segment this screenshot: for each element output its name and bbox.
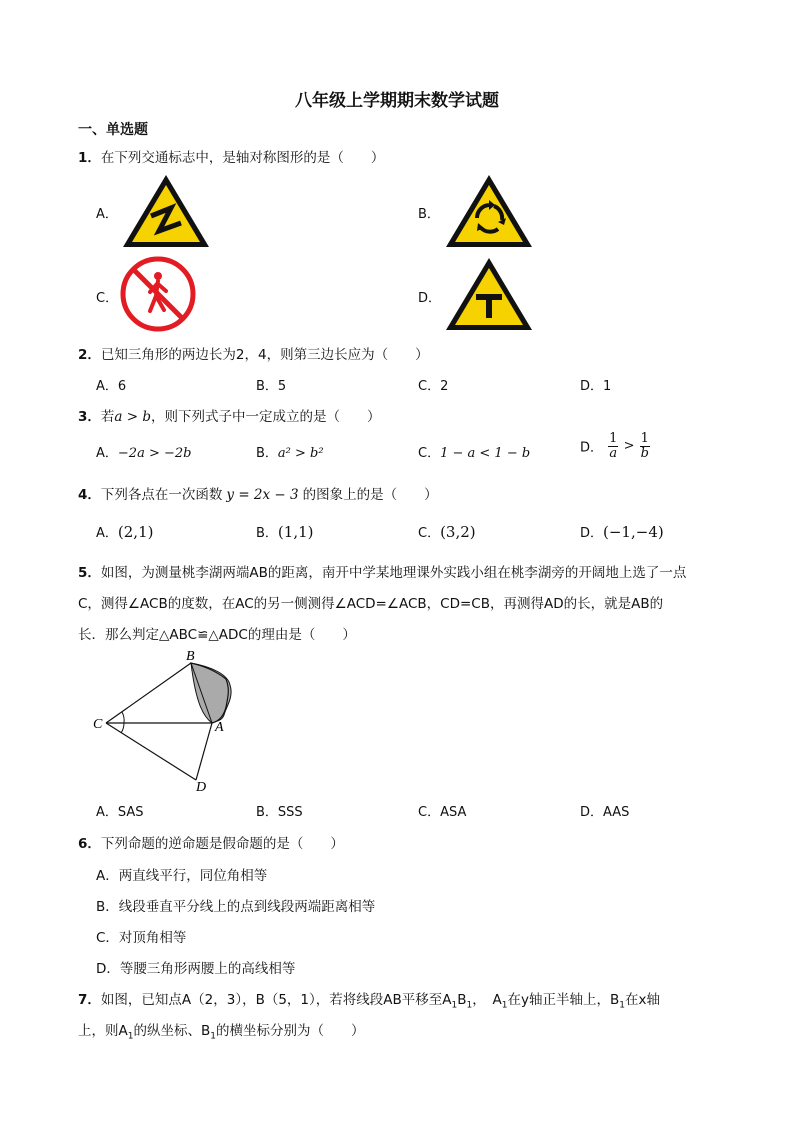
question-text-pre: 若 — [100, 409, 115, 425]
option-d: D．AAS — [580, 805, 630, 820]
question-number: 3． — [78, 409, 101, 425]
subscript: 1 — [466, 1000, 473, 1011]
option-label: C． — [418, 446, 441, 461]
option-d — [580, 432, 651, 460]
question-number: 6． — [78, 836, 101, 852]
option-a: A．两直线平行，同位角相等 — [96, 868, 268, 884]
vertex-label-a: A — [215, 720, 224, 735]
option-label-b: B． — [418, 207, 440, 222]
option-c: C．对顶角相等 — [96, 930, 187, 946]
option-b: B．5 — [256, 379, 287, 394]
subscript: 1 — [127, 1031, 134, 1042]
question-text: 下列命题的逆命题是假命题的是（ ） — [100, 836, 344, 852]
section-heading: 一、单选题 — [78, 122, 148, 138]
subscript: 1 — [451, 1000, 458, 1011]
vertex-label-c: C — [93, 717, 103, 732]
option-c: C．2 — [418, 379, 449, 394]
option-expression: −2a > −2b — [117, 446, 192, 461]
option-expression: 1 − a < 1 − b — [440, 446, 531, 461]
option-label: B． — [256, 446, 278, 461]
option-d — [580, 522, 664, 541]
question-text-line: C，测得∠ACB的度数，在AC的另一侧测得∠ACD=∠ACB，CD=CB，再测得AD的长，就是AB的 — [78, 596, 664, 612]
option-label: A． — [96, 446, 118, 461]
comparison-operator: > — [623, 438, 635, 454]
vertex-label-b: B — [186, 649, 195, 664]
question-4 — [78, 483, 438, 503]
option-b: B．线段垂直平分线上的点到线段两端距离相等 — [96, 899, 376, 915]
question-1 — [78, 146, 384, 166]
option-a: A．SAS — [96, 805, 144, 820]
subscript: 1 — [619, 1000, 625, 1011]
question-number: 4． — [78, 487, 101, 503]
option-label: C． — [418, 526, 441, 541]
question-6 — [78, 832, 344, 852]
question-text: 如图，已知点A（2，3），B（5，1），若将线段AB平移至A — [100, 992, 452, 1008]
option-b — [256, 522, 313, 541]
question-text-pre: 下列各点在一次函数 — [100, 487, 223, 503]
option-expression: a² > b² — [277, 446, 324, 461]
option-a — [96, 522, 153, 541]
option-a — [96, 442, 191, 461]
question-number: 7． — [78, 992, 101, 1008]
question-text: 的横坐标分别为（ ） — [215, 1023, 365, 1039]
condition-expression: a > b — [114, 409, 151, 425]
option-b: B．SSS — [256, 805, 303, 820]
question-text: 上，则A — [78, 1023, 128, 1039]
question-text: 在下列交通标志中，是轴对称图形的是（ ） — [100, 150, 385, 166]
point-value: (1,1) — [277, 523, 314, 541]
vertex-label-d: D — [196, 780, 207, 795]
page-title: 八年级上学期期末数学试题 — [295, 91, 499, 111]
question-5 — [78, 561, 686, 581]
question-7-line-2 — [78, 1019, 364, 1042]
question-number: 5． — [78, 565, 101, 581]
option-label: B． — [256, 526, 278, 541]
option-c — [418, 442, 530, 461]
option-c: C．ASA — [418, 805, 467, 820]
point-value: (2,1) — [117, 523, 154, 541]
question-text: B — [457, 992, 467, 1008]
subscript: 1 — [210, 1031, 216, 1042]
option-b — [256, 442, 324, 461]
option-label: A． — [96, 526, 118, 541]
question-text-line: 如图，为测量桃李湖两端AB的距离，南开中学某地理课外实践小组在桃李湖旁的开阔地上选了一点 — [100, 565, 687, 581]
question-text: 在x轴 — [624, 992, 660, 1008]
option-d: D．等腰三角形两腰上的高线相等 — [96, 961, 296, 977]
point-value: (3,2) — [440, 523, 476, 541]
option-label-a: A． — [96, 207, 118, 222]
fraction-right: $\frac{1}{b}$ — [640, 431, 649, 461]
question-3 — [78, 405, 381, 425]
t-junction-sign-icon — [444, 256, 534, 332]
roundabout-sign-icon — [444, 173, 534, 249]
question-7 — [78, 988, 660, 1011]
winding-road-sign-icon — [121, 173, 211, 249]
option-d: D．1 — [580, 379, 612, 394]
question-text-post: 的图象上的是（ ） — [302, 487, 438, 503]
option-label-c: C． — [96, 291, 119, 306]
option-label-d: D． — [418, 291, 442, 306]
question-number: 2． — [78, 347, 101, 363]
point-value: (−1,−4) — [603, 523, 664, 541]
option-a: A．6 — [96, 379, 127, 394]
subscript: 1 — [501, 1000, 508, 1011]
question-text-line: 长．那么判定△ABC≌△ADC的理由是（ ） — [78, 627, 356, 643]
question-text-post: ，则下列式子中一定成立的是（ ） — [151, 409, 381, 425]
no-pedestrians-sign-icon — [120, 256, 196, 332]
option-label: D． — [580, 526, 604, 541]
option-label: D． — [580, 440, 604, 456]
option-c — [418, 522, 476, 541]
question-number: 1． — [78, 150, 101, 166]
question-2 — [78, 343, 429, 363]
geometry-figure — [88, 645, 248, 795]
question-text: 的纵坐标、B — [133, 1023, 211, 1039]
question-text: ， A — [472, 992, 502, 1008]
fraction-left: $\frac{1}{a}$ — [609, 431, 618, 461]
question-text: 已知三角形的两边长为2，4，则第三边长应为（ ） — [100, 347, 429, 363]
question-text: 在y轴正半轴上，B — [507, 992, 620, 1008]
function-expression: y = 2x − 3 — [226, 487, 299, 503]
